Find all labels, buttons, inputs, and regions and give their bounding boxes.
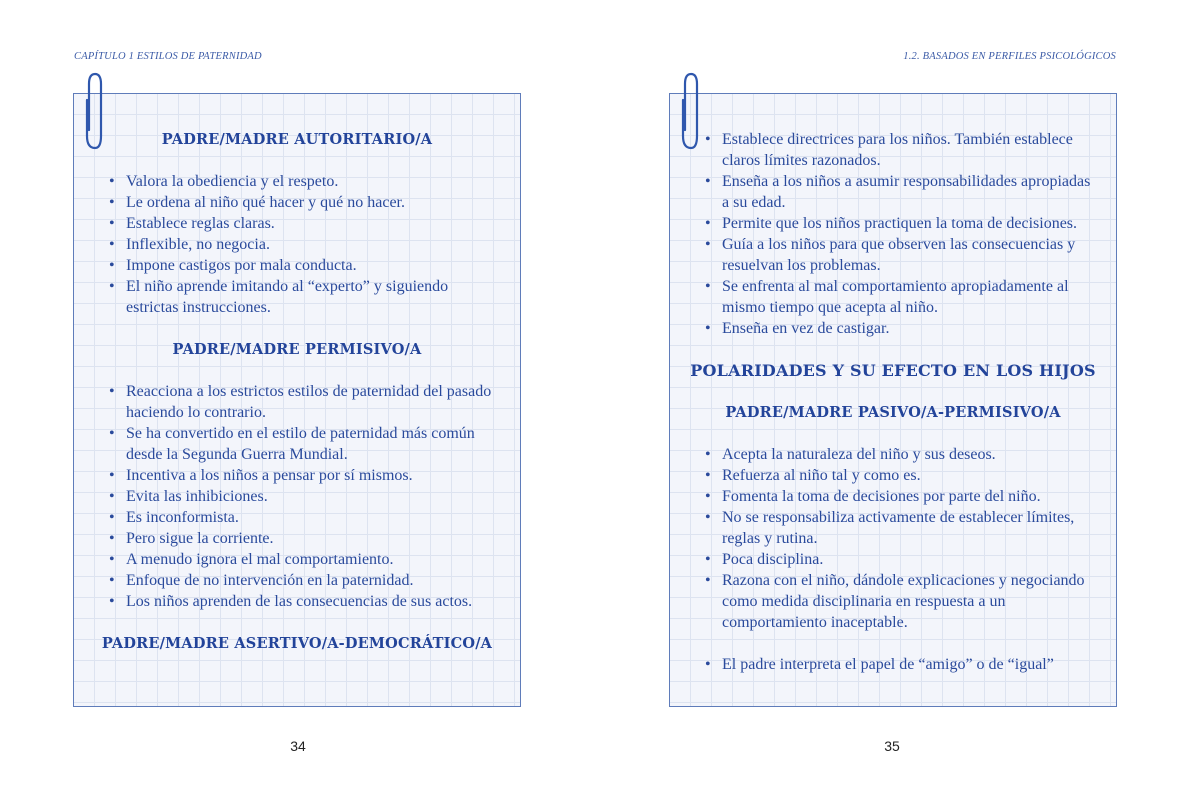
list-item: • Establece reglas claras.	[126, 213, 502, 234]
list-item: • No se responsabiliza activamente de establecer límites, reglas y rutina.	[722, 507, 1100, 549]
list-item: • Valora la obediencia y el respeto.	[126, 171, 502, 192]
list-item: • Se enfrenta al mal comportamiento apropiadamente al mismo tiempo que acepta al niño.	[722, 276, 1100, 318]
list-item: • Reacciona a los estrictos estilos de paternidad del pasado haciendo lo contrario.	[126, 381, 502, 423]
list-item: • Los niños aprenden de las consecuencias de sus actos.	[126, 591, 502, 612]
list-item: • Fomenta la toma de decisiones por parte del niño.	[722, 486, 1100, 507]
list-permissive	[74, 381, 520, 612]
list-item: • Acepta la naturaleza del niño y sus deseos.	[722, 444, 1100, 465]
running-head-right: 1.2. BASADOS EN PERFILES PSICOLÓGICOS	[903, 51, 1116, 62]
running-head-left: CAPÍTULO 1 ESTILOS DE PATERNIDAD	[74, 51, 262, 62]
list-item: • Enseña a los niños a asumir responsabilidades apropiadas a su edad.	[722, 171, 1100, 213]
list-item: • Guía a los niños para que observen las consecuencias y resuelvan los problemas.	[722, 234, 1100, 276]
list-authoritarian	[74, 171, 520, 318]
list-item: • Permite que los niños practiquen la toma de decisiones.	[722, 213, 1100, 234]
page-number-left: 34	[290, 738, 306, 754]
list-item: • Impone castigos por mala conducta.	[126, 255, 502, 276]
note-card-right	[669, 93, 1117, 707]
list-item: • Pero sigue la corriente.	[126, 528, 502, 549]
list-item: • Enseña en vez de castigar.	[722, 318, 1100, 339]
list-item: • Se ha convertido en el estilo de paternidad más común desde la Segunda Guerra Mundial.	[126, 423, 502, 465]
heading-assertive: PADRE/MADRE ASERTIVO/A-DEMOCRÁTICO/A	[101, 635, 493, 652]
list-item: • A menudo ignora el mal comportamiento.	[126, 549, 502, 570]
list-item: • Razona con el niño, dándole explicaciones y negociando como medida disciplinaria en respuesta a un comportamiento inaceptable.	[722, 570, 1100, 633]
list-item: • Incentiva a los niños a pensar por sí mismos.	[126, 465, 502, 486]
list-passive-permissive	[670, 444, 1116, 633]
list-item: • Refuerza al niño tal y como es.	[722, 465, 1100, 486]
list-item: • Le ordena al niño qué hacer y qué no hacer.	[126, 192, 502, 213]
list-item: • Establece directrices para los niños. También establece claros límites razonados.	[722, 129, 1100, 171]
list-passive-permissive-last	[670, 654, 1116, 675]
list-item: • Evita las inhibiciones.	[126, 486, 502, 507]
heading-authoritarian: PADRE/MADRE AUTORITARIO/A	[161, 131, 433, 148]
heading-permissive: PADRE/MADRE PERMISIVO/A	[172, 341, 422, 358]
list-item: • El niño aprende imitando al “experto” y siguiendo estrictas instrucciones.	[126, 276, 502, 318]
page-number-right: 35	[884, 738, 900, 754]
list-assertive-continued	[670, 129, 1116, 339]
list-item: • Inflexible, no negocia.	[126, 234, 502, 255]
note-card-left	[73, 93, 521, 707]
list-item: • Poca disciplina.	[722, 549, 1100, 570]
list-item: • Es inconformista.	[126, 507, 502, 528]
list-item: • Enfoque de no intervención en la paternidad.	[126, 570, 502, 591]
list-item: • El padre interpreta el papel de “amigo” o de “igual”	[722, 654, 1100, 675]
heading-passive-permissive: PADRE/MADRE PASIVO/A-PERMISIVO/A	[725, 404, 1061, 421]
heading-polarities: POLARIDADES Y SU EFECTO EN LOS HIJOS	[690, 361, 1096, 380]
